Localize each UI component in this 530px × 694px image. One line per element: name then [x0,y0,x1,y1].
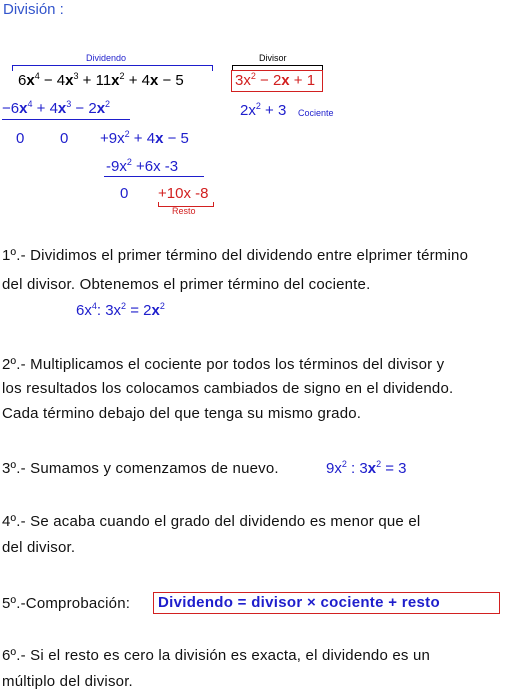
divisor-bracket [232,65,322,66]
step-4-line-1: 4º.- Se acaba cuando el grado del dividendo es menor que el [2,513,421,530]
row-4-zero: 0 [120,185,129,202]
resto-value: +10x -8 [158,185,209,202]
divisor-polynomial: $3x^2 - 2x + 1$ [235,71,316,89]
step-5-text: 5º.-Comprobación: [2,595,131,612]
step-6-line-1: 6º.- Si el resto es cero la división es exacta, el dividendo es un [2,647,431,664]
step-6-line-2: múltiplo del divisor. [2,673,133,690]
step-3-formula: $9x^2$ : $3x^2 = 3$ [326,459,407,477]
resto-label: Resto [172,206,196,216]
page-title: División : [3,1,64,18]
dividendo-label: Dividendo [86,53,127,63]
divisor-label: Divisor [259,53,287,63]
dividendo-bracket [12,65,212,66]
step-1-line-2: del divisor. Obtenemos el primer término del cociente. [2,276,371,293]
subtraction-row-2: $-9x^2 +6x$ -3 [106,157,179,175]
step-1-line-1: 1º.- Dividimos el primer término del dividendo entre elprimer término [2,247,469,264]
row-2-zero-b: 0 [60,130,69,147]
quotient-polynomial: $2x^2 + 3$ [240,101,287,119]
comprobacion-formula: Dividendo = divisor × cociente + resto [158,594,440,611]
dividendo-bracket-right [212,65,213,71]
dividendo-bracket-left [12,65,13,71]
underline-row-1 [2,119,130,120]
underline-row-2 [104,176,204,177]
step-4-line-2: del divisor. [2,539,76,556]
row-2-remainder: $+9x^2 + 4x - 5$ [100,129,189,147]
step-3-text: 3º.- Sumamos y comenzamos de nuevo. [2,460,279,477]
step-2-line-1: 2º.- Multiplicamos el cociente por todos los términos del divisor y [2,356,445,373]
row-2-zero-a: 0 [16,130,25,147]
step-1-formula: $6x^4$: $3x^2 = 2x^2$ [76,301,165,319]
dividend-polynomial: $6x^4 - 4x^3 + 11x^2 + 4x - 5$ [18,71,184,89]
subtraction-row-1: $-6x^4 + 4x^3 - 2x^2$ [2,99,111,117]
cociente-label: Cociente [298,108,334,118]
step-2-line-3: Cada término debajo del que tenga su mismo grado. [2,405,362,422]
step-2-line-2: los resultados los colocamos cambiados de signo en el dividendo. [2,380,454,397]
